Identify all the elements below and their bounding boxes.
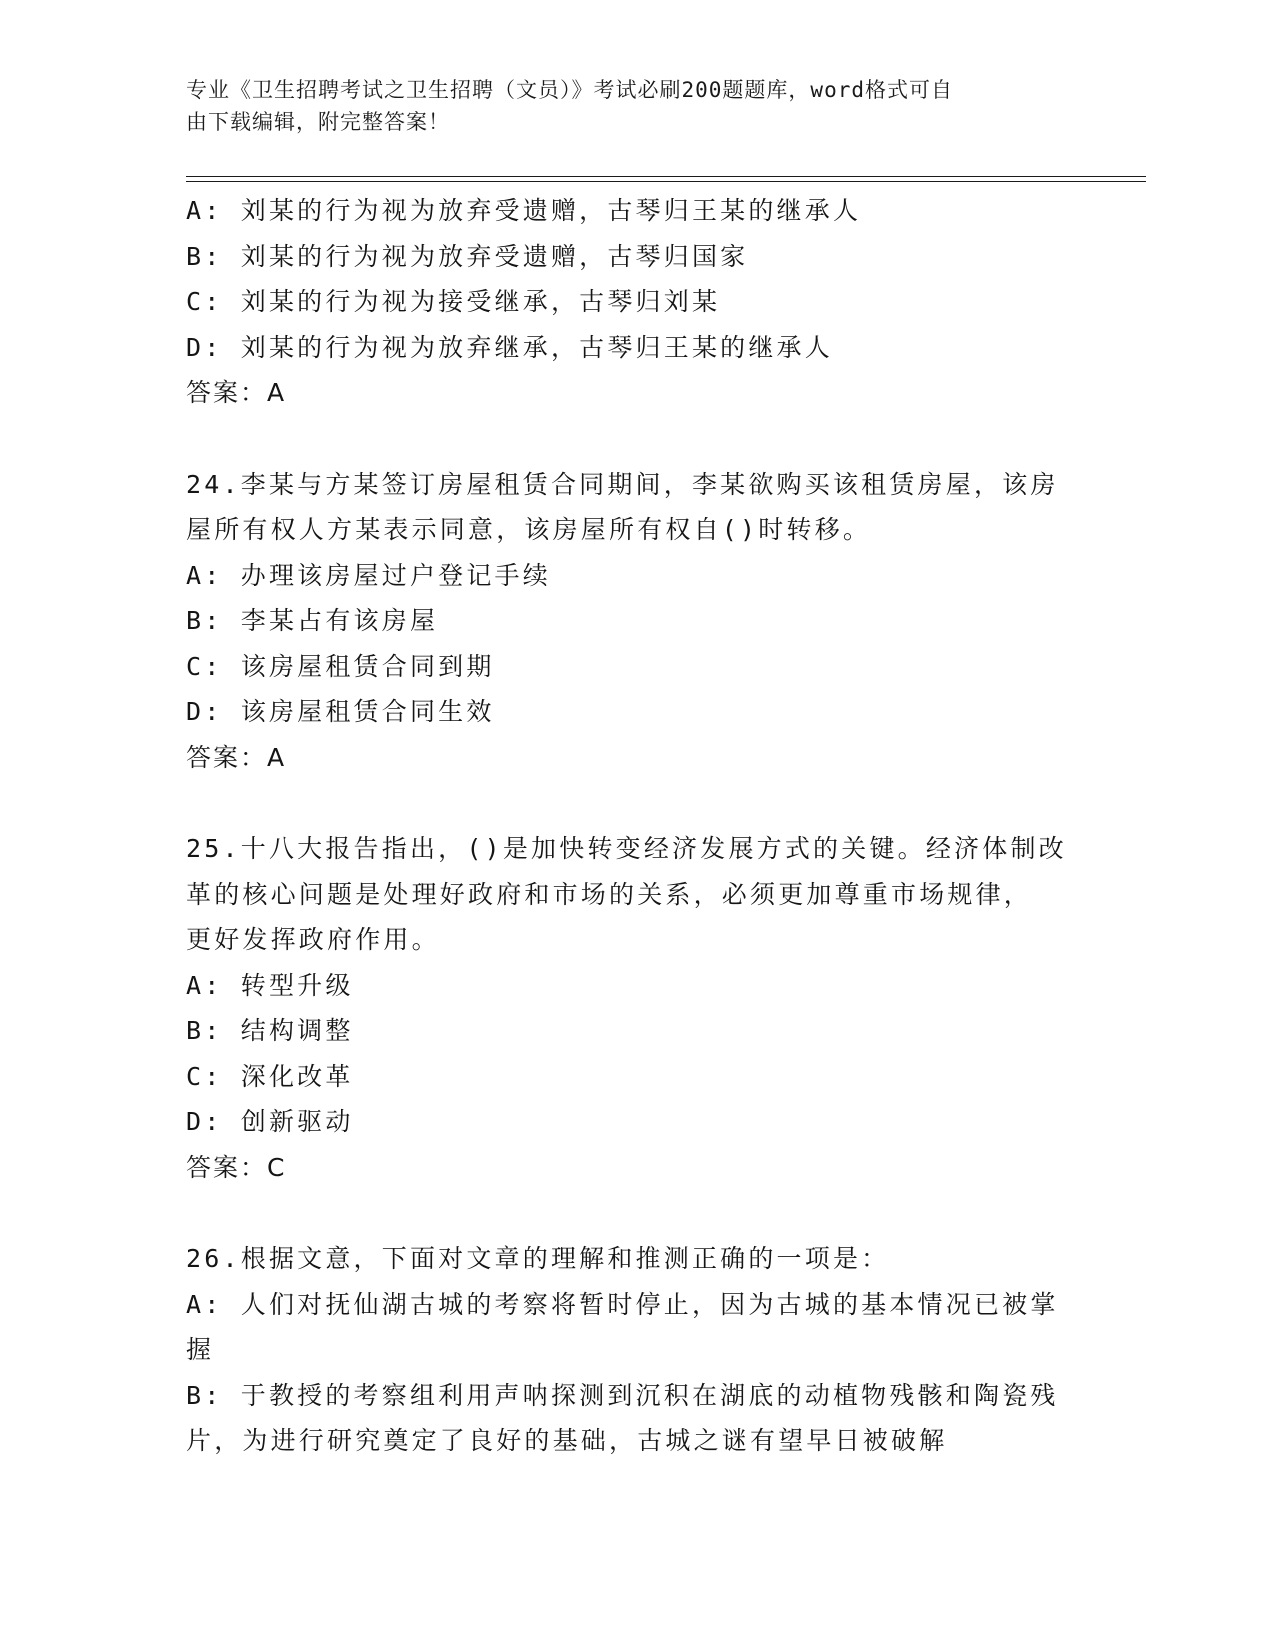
option-d: D: 刘某的行为视为放弃继承，古琴归王某的继承人 — [186, 332, 833, 362]
option-b: B: 李某占有该房屋 — [186, 606, 439, 635]
question-stem-line: 25.十八大报告指出，()是加快转变经济发展方式的关键。经济体制改 — [186, 834, 1067, 863]
option-a: A: 办理该房屋过户登记手续 — [186, 560, 551, 590]
option-c: C: 深化改革 — [186, 1061, 354, 1091]
question-26 — [186, 1236, 1076, 1464]
question-23 — [186, 188, 1076, 416]
option-c: C: 该房屋租赁合同到期 — [186, 651, 495, 681]
option-b: B: 刘某的行为视为放弃受遗赠，古琴归国家 — [186, 241, 749, 271]
header-line-2: 由下载编辑，附完整答案！ — [186, 110, 450, 134]
header-divider-bottom — [186, 181, 1146, 182]
answer: 答案：A — [186, 742, 287, 772]
option-b-line-2: 片，为进行研究奠定了良好的基础，古城之谜有望早日被破解 — [186, 1426, 948, 1455]
header-divider-top — [186, 176, 1146, 177]
question-25 — [186, 826, 1076, 1190]
option-a: A: 转型升级 — [186, 970, 354, 1000]
option-a-line-2: 握 — [186, 1335, 215, 1364]
option-c: C: 刘某的行为视为接受继承，古琴归刘某 — [186, 287, 721, 316]
question-list — [186, 188, 1076, 1464]
question-stem-line: 26.根据文意，下面对文章的理解和推测正确的一项是： — [186, 1244, 890, 1273]
question-spacer — [186, 780, 1076, 826]
option-b-line-1: B: 于教授的考察组利用声呐探测到沉积在湖底的动植物残骸和陶瓷残 — [186, 1380, 1059, 1410]
answer: 答案：C — [186, 1152, 287, 1182]
option-d: D: 该房屋租赁合同生效 — [186, 697, 495, 726]
option-a-line-1: A: 人们对抚仙湖古城的考察将暂时停止，因为古城的基本情况已被掌 — [186, 1289, 1059, 1319]
option-b: B: 结构调整 — [186, 1016, 354, 1045]
question-24 — [186, 462, 1076, 781]
question-spacer — [186, 416, 1076, 462]
option-a: A: 刘某的行为视为放弃受遗赠，古琴归王某的继承人 — [186, 196, 862, 225]
header-line-1: 专业《卫生招聘考试之卫生招聘（文员）》考试必刷200题题库，word格式可自 — [186, 78, 953, 102]
question-stem-line: 更好发挥政府作用。 — [186, 925, 440, 954]
question-spacer — [186, 1190, 1076, 1236]
option-d: D: 创新驱动 — [186, 1107, 354, 1136]
question-stem-line: 24.李某与方某签订房屋租赁合同期间，李某欲购买该租赁房屋，该房 — [186, 469, 1059, 499]
document-header — [186, 74, 1066, 138]
question-stem-line: 革的核心问题是处理好政府和市场的关系，必须更加尊重市场规律， — [186, 879, 1033, 909]
answer: 答案：A — [186, 378, 287, 407]
question-stem-line: 屋所有权人方某表示同意，该房屋所有权自()时转移。 — [186, 515, 872, 544]
